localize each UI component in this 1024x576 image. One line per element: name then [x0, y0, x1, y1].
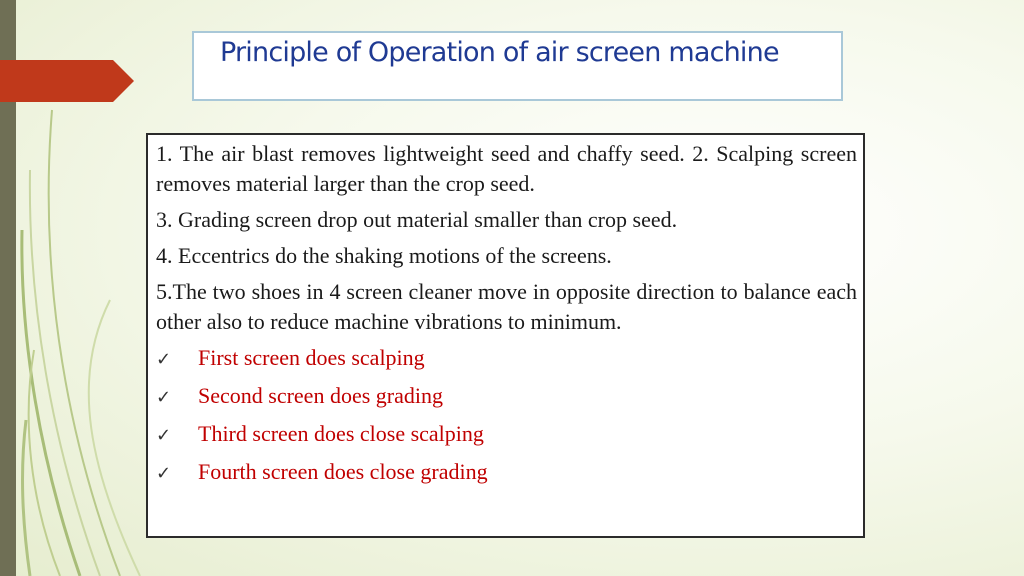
checkmark-icon: ✓: [156, 387, 172, 408]
content-box: [146, 133, 865, 538]
checkmark-icon: ✓: [156, 349, 172, 370]
content-text: [156, 139, 857, 495]
list-item-text: Second screen does grading: [198, 383, 443, 408]
list-item: [156, 343, 857, 375]
paragraph: 4. Eccentrics do the shaking motions of the screens.: [156, 243, 612, 268]
slide-title: Principle of Operation of air screen machine: [220, 37, 779, 68]
list-item-text: First screen does scalping: [198, 345, 425, 370]
paragraph: 1. The air blast removes lightweight seed and chaffy seed. 2. Scalping screen removes material larger than the crop seed.: [156, 141, 857, 196]
paragraph: 3. Grading screen drop out material smaller than crop seed.: [156, 207, 678, 232]
title-box: [192, 31, 843, 101]
list-item: [156, 457, 857, 489]
checkmark-icon: ✓: [156, 425, 172, 446]
checkmark-icon: ✓: [156, 463, 172, 484]
list-item-text: Third screen does close scalping: [198, 421, 484, 446]
list-item-text: Fourth screen does close grading: [198, 459, 488, 484]
accent-arrow: [0, 60, 134, 102]
list-item: [156, 381, 857, 413]
paragraph: 5.The two shoes in 4 screen cleaner move in opposite direction to balance each other also to reduce machine vibrations to minimum.: [156, 279, 857, 334]
checklist: [156, 343, 857, 489]
list-item: [156, 419, 857, 451]
